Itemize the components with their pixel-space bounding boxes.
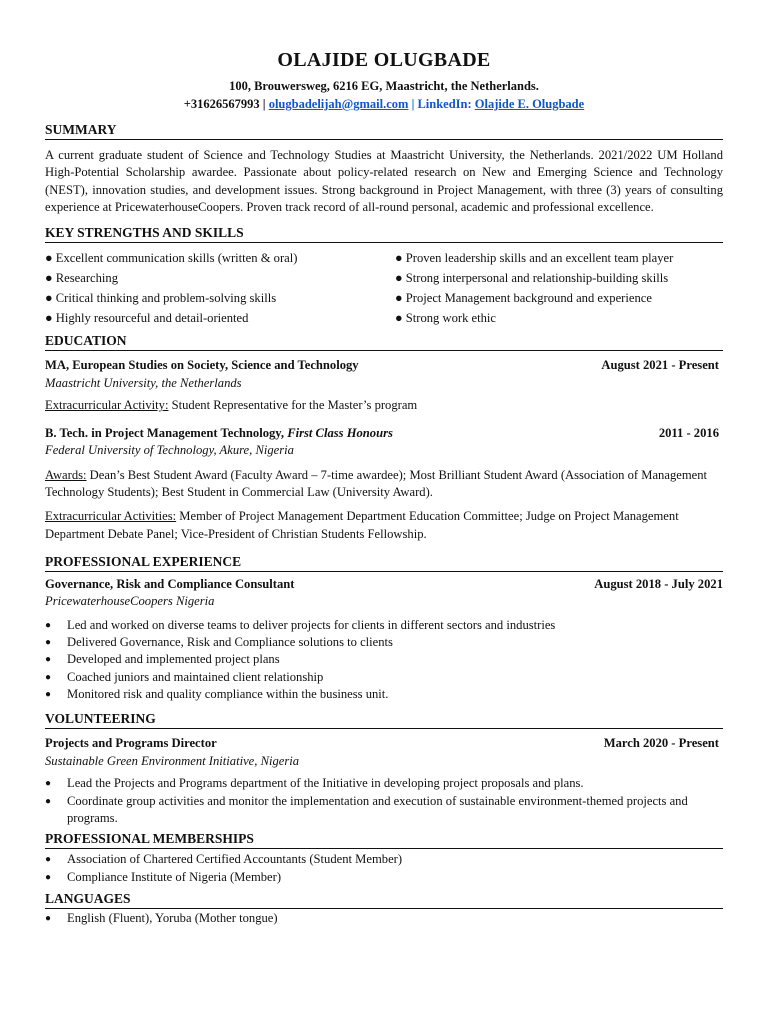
languages-list [45,910,723,927]
skill-item: ● Proven leadership skills and an excellent team player [395,251,674,266]
ma-dates: August 2021 - Present [601,358,719,373]
list-item: ● Association of Chartered Certified Accountants (Student Member) [45,851,723,868]
btech-school: Federal University of Technology, Akure, Nigeria [45,443,294,458]
btech-extracurricular-text: Member of Project Management Department Education Committee; Judge on Project Management Department Debate Panel; Vice-President of Christian Students Fellowship. [45,509,679,541]
candidate-name: OLAJIDE OLUGBADE [277,49,491,71]
job-dates: August 2018 - July 2021 [594,576,723,591]
skill-item: ● Critical thinking and problem-solving skills [45,290,277,305]
linkedin-label: | LinkedIn: [408,97,475,111]
skill-item: ● Project Management background and experience [395,290,652,305]
list-item: ● Lead the Projects and Programs department of the Initiative in developing project proposals and plans. [45,775,723,792]
memberships-list [45,851,723,886]
btech-dates: 2011 - 2016 [658,425,719,440]
list-item: ● Coordinate group activities and monitor the implementation and execution of sustainable environment-themed projects and programs. [45,793,723,828]
btech-awards-label: Awards: [45,467,87,482]
ma-extracurricular [45,397,723,414]
ma-school: Maastricht University, the Netherlands [45,375,242,390]
skill-item: ● Excellent communication skills (written & oral) [45,251,298,266]
volunteering-row [45,735,723,753]
ma-degree: MA, European Studies on Society, Science and Technology [45,358,359,373]
btech-extracurricular-label: Extracurricular Activities: [45,509,177,524]
list-item: ● Coached juniors and maintained client relationship [45,669,723,686]
skills-heading: KEY STRENGTHS AND SKILLS [45,224,723,243]
company: PricewaterhouseCoopers Nigeria [45,594,215,609]
btech-extracurricular [45,508,723,543]
btech-awards [45,467,723,502]
skill-item: ● Strong interpersonal and relationship-building skills [395,270,669,285]
volunteering-bullets [45,775,723,827]
list-item: ● English (Fluent), Yoruba (Mother tongue) [45,910,723,927]
memberships-heading: PROFESSIONAL MEMBERSHIPS [45,830,723,849]
list-item: ● Developed and implemented project plans [45,651,723,668]
experience-bullets [45,617,723,703]
languages-heading: LANGUAGES [45,890,723,909]
btech-degree-line [45,425,393,443]
skills-left-column [45,249,395,328]
skill-item: ● Strong work ethic [395,310,496,325]
skills-right-column [395,249,723,328]
job-title: Governance, Risk and Compliance Consultant [45,576,295,591]
ma-extracurricular-label: Extracurricular Activity: [45,398,169,413]
address: 100, Brouwersweg, 6216 EG, Maastricht, the Netherlands. [229,79,539,93]
linkedin-link[interactable]: Olajide E. Olugbade [474,97,585,111]
contact-line [45,97,723,115]
phone: +31626567993 [183,97,260,111]
summary-text: A current graduate student of Science and Technology Studies at Maastricht University, the Netherlands. 2021/2022 UM Holland High-Potential Scholarship awardee. Passionate about policy-related research on New and Emerging Science and Technology (NEST), innovation studies, and development issues. Strong background in Project Management, with three (3) years of consulting experience at PricewaterhouseCoopers. Proven track record of all-round personal, academic and professional excellence. [45,148,723,214]
btech-degree: B. Tech. in Project Management Technology, [45,425,288,440]
list-item: ● Led and worked on diverse teams to deliver projects for clients in different sectors and industries [45,617,723,634]
experience-row [45,576,723,594]
ma-extracurricular-text: Student Representative for the Master’s program [168,398,418,413]
separator: | [259,97,269,111]
volunteer-org: Sustainable Green Environment Initiative, Nigeria [45,753,300,768]
skill-item: ● Researching [45,270,118,285]
education-heading: EDUCATION [45,332,723,351]
ma-row [45,357,723,375]
btech-row [45,425,723,443]
summary-heading: SUMMARY [45,121,723,140]
email-link[interactable]: olugbadelijah@gmail.com [268,97,409,111]
btech-awards-text: Dean’s Best Student Award (Faculty Award – 7-time awardee); Most Brilliant Student Award (Association of Management Technology Students); Best Student in Commercial Law (University Award). [45,467,708,499]
btech-honours: First Class Honours [287,425,393,440]
list-item: ● Delivered Governance, Risk and Compliance solutions to clients [45,634,723,651]
list-item: ● Monitored risk and quality compliance within the business unit. [45,686,723,703]
volunteering-heading: VOLUNTEERING [45,710,723,729]
skills-list [45,249,723,328]
skill-item: ● Highly resourceful and detail-oriented [45,310,249,325]
volunteer-dates: March 2020 - Present [603,736,719,751]
experience-heading: PROFESSIONAL EXPERIENCE [45,553,723,572]
resume-page [45,0,723,927]
list-item: ● Compliance Institute of Nigeria (Member) [45,869,723,886]
volunteer-title: Projects and Programs Director [45,736,217,751]
